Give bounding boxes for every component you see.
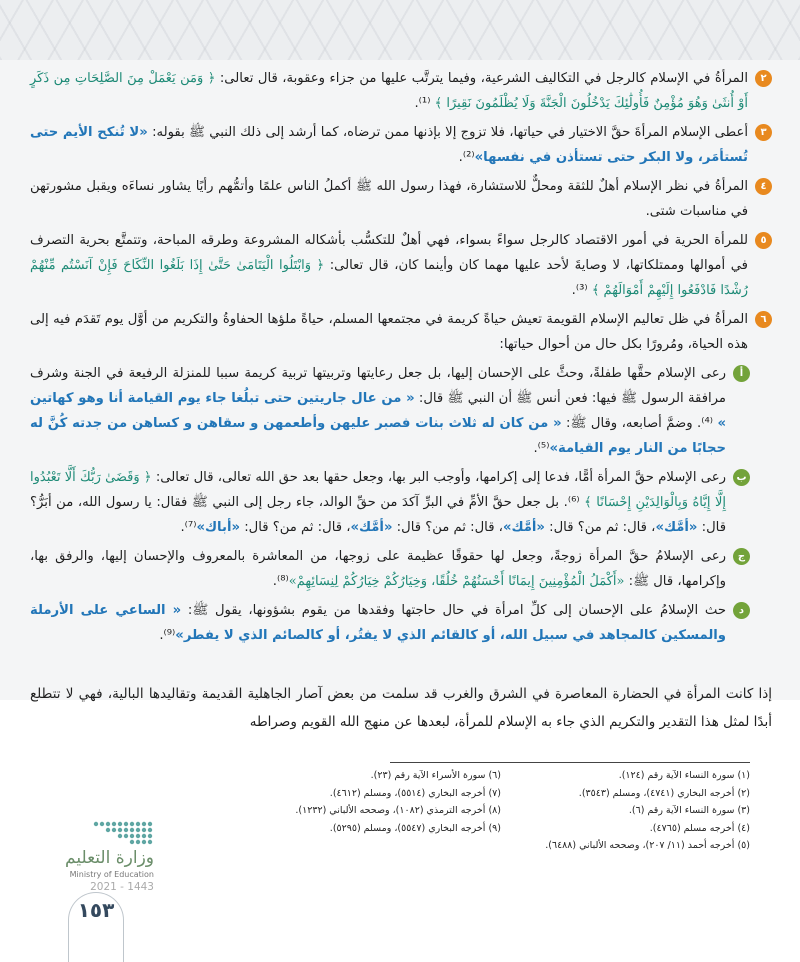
logo-dot [136,834,140,838]
logo-dot [124,834,128,838]
footnote: (٥) أخرجه أحمد (١١/ ٢٠٧)، وصححه الألباني (٦٤٨٨). [545,840,750,851]
footnote: (٧) أخرجه البخاري (٥٥١٤)، ومسلم (٤٦١٢). [329,787,501,799]
logo-dot [130,840,134,844]
body-text: ⁽⁵⁾. [533,441,550,456]
numbered-paragraph [30,307,772,357]
hadith-quote: « الساعي على الأرملة والمسكين كالمجاهد في سبيل الله، أو كالقائم الذي لا يفتُر، أو كالصائم الذي لا يفطر» [30,603,726,643]
footnotes-right-column [519,767,750,855]
logo-year: 2021 - 1443 [90,881,154,893]
logo-dot [130,822,134,826]
logo-dot [130,834,134,838]
logo-dot [142,828,146,832]
sub-paragraph [30,361,772,461]
item-number-badge: أ [733,365,750,382]
numbered-paragraph [30,228,772,303]
logo-dot [118,828,122,832]
footnote: (٣) سورة النساء الآية رقم (٦). [628,805,750,816]
page-number: ١٥٣ [77,898,115,922]
logo-dot [136,828,140,832]
sub-paragraph [30,465,772,540]
logo-dot [112,828,116,832]
body-text: ⁽²⁾. [458,150,475,165]
body-text: ⁽³⁾. [571,283,592,298]
closing-paragraph: إذا كانت المرأة في الحضارة المعاصرة في الشرق والغرب قد سلمت من بعض آصار الجاهلية القديمة وتقاليدها البالية، فهي لا تتطلع أبدًا لمثل هذا التقدير والتكريم الذي جاء به الإسلام للمرأة، لبعدها عن منهج الله القويم وصراطه [30,686,772,730]
logo-arabic-name: وزارة التعليم [65,848,154,868]
item-number-badge: ب [733,469,750,486]
item-number-badge: ٣ [755,124,772,141]
footnotes [270,767,750,855]
body-text: رعى الإسلام حقَّ المرأة أمًّا، فدعا إلى إكرامها، وأوجب البر بها، وجعل حقها بعد حق الله تعالى، قال تعالى: [151,470,726,485]
numbered-paragraph [30,66,772,116]
body-text: ⁽⁶⁾. بل جعل حقَّ الأمِّ في البرِّ آكدَ من حقِّ الوالد، جاء رجل إلى النبي ﷺ فقال: يا رسول الله، من أبَرُّ؟ قال: [30,495,726,535]
logo-dot [94,822,98,826]
logo-dot [142,822,146,826]
logo-dot [136,822,140,826]
item-number-badge: ٤ [755,178,772,195]
logo-dot [100,822,104,826]
body-text: ⁽⁸⁾. [272,574,289,589]
footnote: (١) سورة النساء الآية رقم (١٢٤). [618,770,750,781]
body-text: ⁽¹⁾. [414,96,435,111]
item-number-badge: ج [733,548,750,565]
quran-verse: ﴿ وَمَن يَعْمَلْ مِنَ الصَّلِحَاتِ مِن ذَكَرٍ أَوْ أُنثَىٰ وَهُوَ مُؤْمِنٌ فَأُولَٰئِكَ يَدْخُلُونَ الْجَنَّةَ وَلَا يُظْلَمُونَ نَقِيرًا ﴾ [30,71,748,111]
hadith-quote: «أمَّك» [350,520,393,535]
body-text: حث الإسلامُ على الإحسان إلى كلِّ امرأة في حال حاجتها وفقدها من يقوم بشؤونها، يقول ﷺ: [181,603,727,618]
footnotes-left-column [270,767,501,855]
hadith-quote: «أباك» [196,520,240,535]
hadith-quote: « من كان له ثلاث بنات فصبر عليهن وأطعمهن و سقاهن و كساهن من جدته كُنَّ له حجابًا من النار يوم القيامة» [30,416,726,456]
logo-dot [106,822,110,826]
ministry-logo [44,818,154,898]
item-number-badge: ٢ [755,70,772,87]
logo-dot [130,828,134,832]
footnote: (٤) أخرجه مسلم (٤٧٦٥). [649,822,750,834]
footnote: (٦) سورة الأسراء الآية رقم (٢٣). [370,770,501,781]
quran-verse: ﴿ وَقَضَىٰ رَبُّكَ أَلَّا تَعْبُدُوا إِلَّا إِيَّاهُ وَبِالْوَالِدَيْنِ إِحْسَانًا ﴾ [30,470,727,510]
logo-dot [148,840,152,844]
footnote: (٨) أخرجه الترمذي (١٠٨٢)، وصححه الألباني (١٢٣٢). [295,805,501,816]
body-text: أعطى الإسلام المرأةَ حقَّ الاختيار في حياتها، فلا تزوج إلا بإذنها ممن ترضاه، كما أرشد إلى ذلك النبي ﷺ بقوله: [147,125,749,140]
logo-dot [112,822,116,826]
footnote-divider [390,762,750,763]
body-text: رعى الإسلامُ حقَّ المرأة زوجةً، وجعل لها حقوقًا عظيمة على زوجها، من المعاشرة بالمعروف والإحسان إليها، والرفق بها، وإكرامها، قال ﷺ: [30,549,726,589]
logo-dot [142,834,146,838]
numbered-paragraph [30,174,772,224]
sub-paragraph [30,598,772,648]
decorative-header-pattern [0,0,800,60]
body-text: ، قال: ثم من؟ قال: [544,520,656,535]
footnote: (٩) أخرجه البخاري (٥٥٤٧)، ومسلم (٥٢٩٥). [329,822,501,834]
logo-english-name: Ministry of Education [69,870,154,879]
quran-verse: «أَكْمَلُ الْمُؤْمِنِينَ إِيمَانًا أَحْسَنُهُمْ خُلُقًا، وَخِيَارُكُمْ خِيَارُكُمْ لِنِسَائِهِمْ» [288,574,625,589]
body-text: ⁽⁴⁾. وضمَّ أصابعه، وقال ﷺ: [561,416,718,431]
hadith-quote: « من عال جاريتين حتى تبلُغا جاء يوم القيامة أنا وهو كهاتين » [30,391,726,431]
body-text: ⁽⁹⁾. [159,628,176,643]
logo-dot [148,822,152,826]
body-text: ، قال: ثم من؟ قال: [392,520,503,535]
hadith-quote: «أمَّك» [502,520,545,535]
logo-dot [118,834,122,838]
logo-dot [148,828,152,832]
item-number-badge: د [733,602,750,619]
body-text: رعى الإسلام حقَّها طفلةً، وحثَّ على الإحسان إليها، بل جعل رعايتها وتربيتها تربية كريمة سببا للمنزلة الرفيعة في الجنة وشرف مرافقة الرسول ﷺ فيها: فعن أنس ﷺ أن النبي ﷺ قال: [30,366,726,406]
logo-dot [136,840,140,844]
quran-verse: ﴿ وَابْتَلُوا الْيَتَامَىٰ حَتَّىٰ إِذَا بَلَغُوا النِّكَاحَ فَإِنْ آنَسْتُم مِّنْهُمْ رُشْدًا فَادْفَعُوا إِلَيْهِمْ أَمْوَالَهُمْ ﴾ [30,258,748,298]
body-text: المرأةُ في نظر الإسلام أهلٌ للثقة ومحلٌّ للاستشارة، فهذا رسول الله ﷺ أكملُ الناس علمًا وأتمُّهم رأيًا يشاور نساءَه ويقبل مشورتهن في مناسبات شتى. [30,179,748,219]
main-content [30,66,772,652]
footnote: (٢) أخرجه البخاري (٤٧٤١)، ومسلم (٣٥٤٣). [578,787,750,799]
logo-dot [148,834,152,838]
body-text: ، قال: ثم من؟ قال: [240,520,351,535]
logo-dot [124,828,128,832]
body-text: المرأةُ في ظل تعاليم الإسلام القويمة تعيش حياةً كريمة في مجتمعها المسلم، حياةً ملؤها الحفاوةُ والتكريم من أوَّل يوم تَقدَم فيه إلى هذه الحياة، ومُرورًا بكل حال من أحوال حياتها: [30,312,748,352]
logo-dot [142,840,146,844]
hadith-quote: «لا تُنكح الأيم حتى تُستأمَر، ولا البكر حتى تستأذن في نفسها» [30,125,748,165]
item-number-badge: ٦ [755,311,772,328]
body-text: ⁽⁷⁾. [180,520,197,535]
body-text: المرأةُ في الإسلام كالرجل في التكاليف الشرعية، وفيما يترتَّب عليها من جزاء وعقوبة، قال تعالى: [215,71,748,86]
numbered-paragraph [30,120,772,170]
sub-paragraph [30,544,772,594]
logo-dot [106,828,110,832]
hadith-quote: «أمَّك» [655,520,698,535]
logo-dots-icon [90,818,154,848]
logo-dot [118,822,122,826]
logo-dot [124,822,128,826]
body-text: للمرأة الحرية في أمور الاقتصاد كالرجل سواءً بسواء، فهي أهلٌ للتكسُّب بأشكاله المشروعة وطرقه المباحة، وتتمتَّع بحرية التصرف في أموالها وممتلكاتها، لا وصايةَ لأحد عليها مهما كان وأينما كان، قال تعالى: [30,233,748,273]
item-number-badge: ٥ [755,232,772,249]
